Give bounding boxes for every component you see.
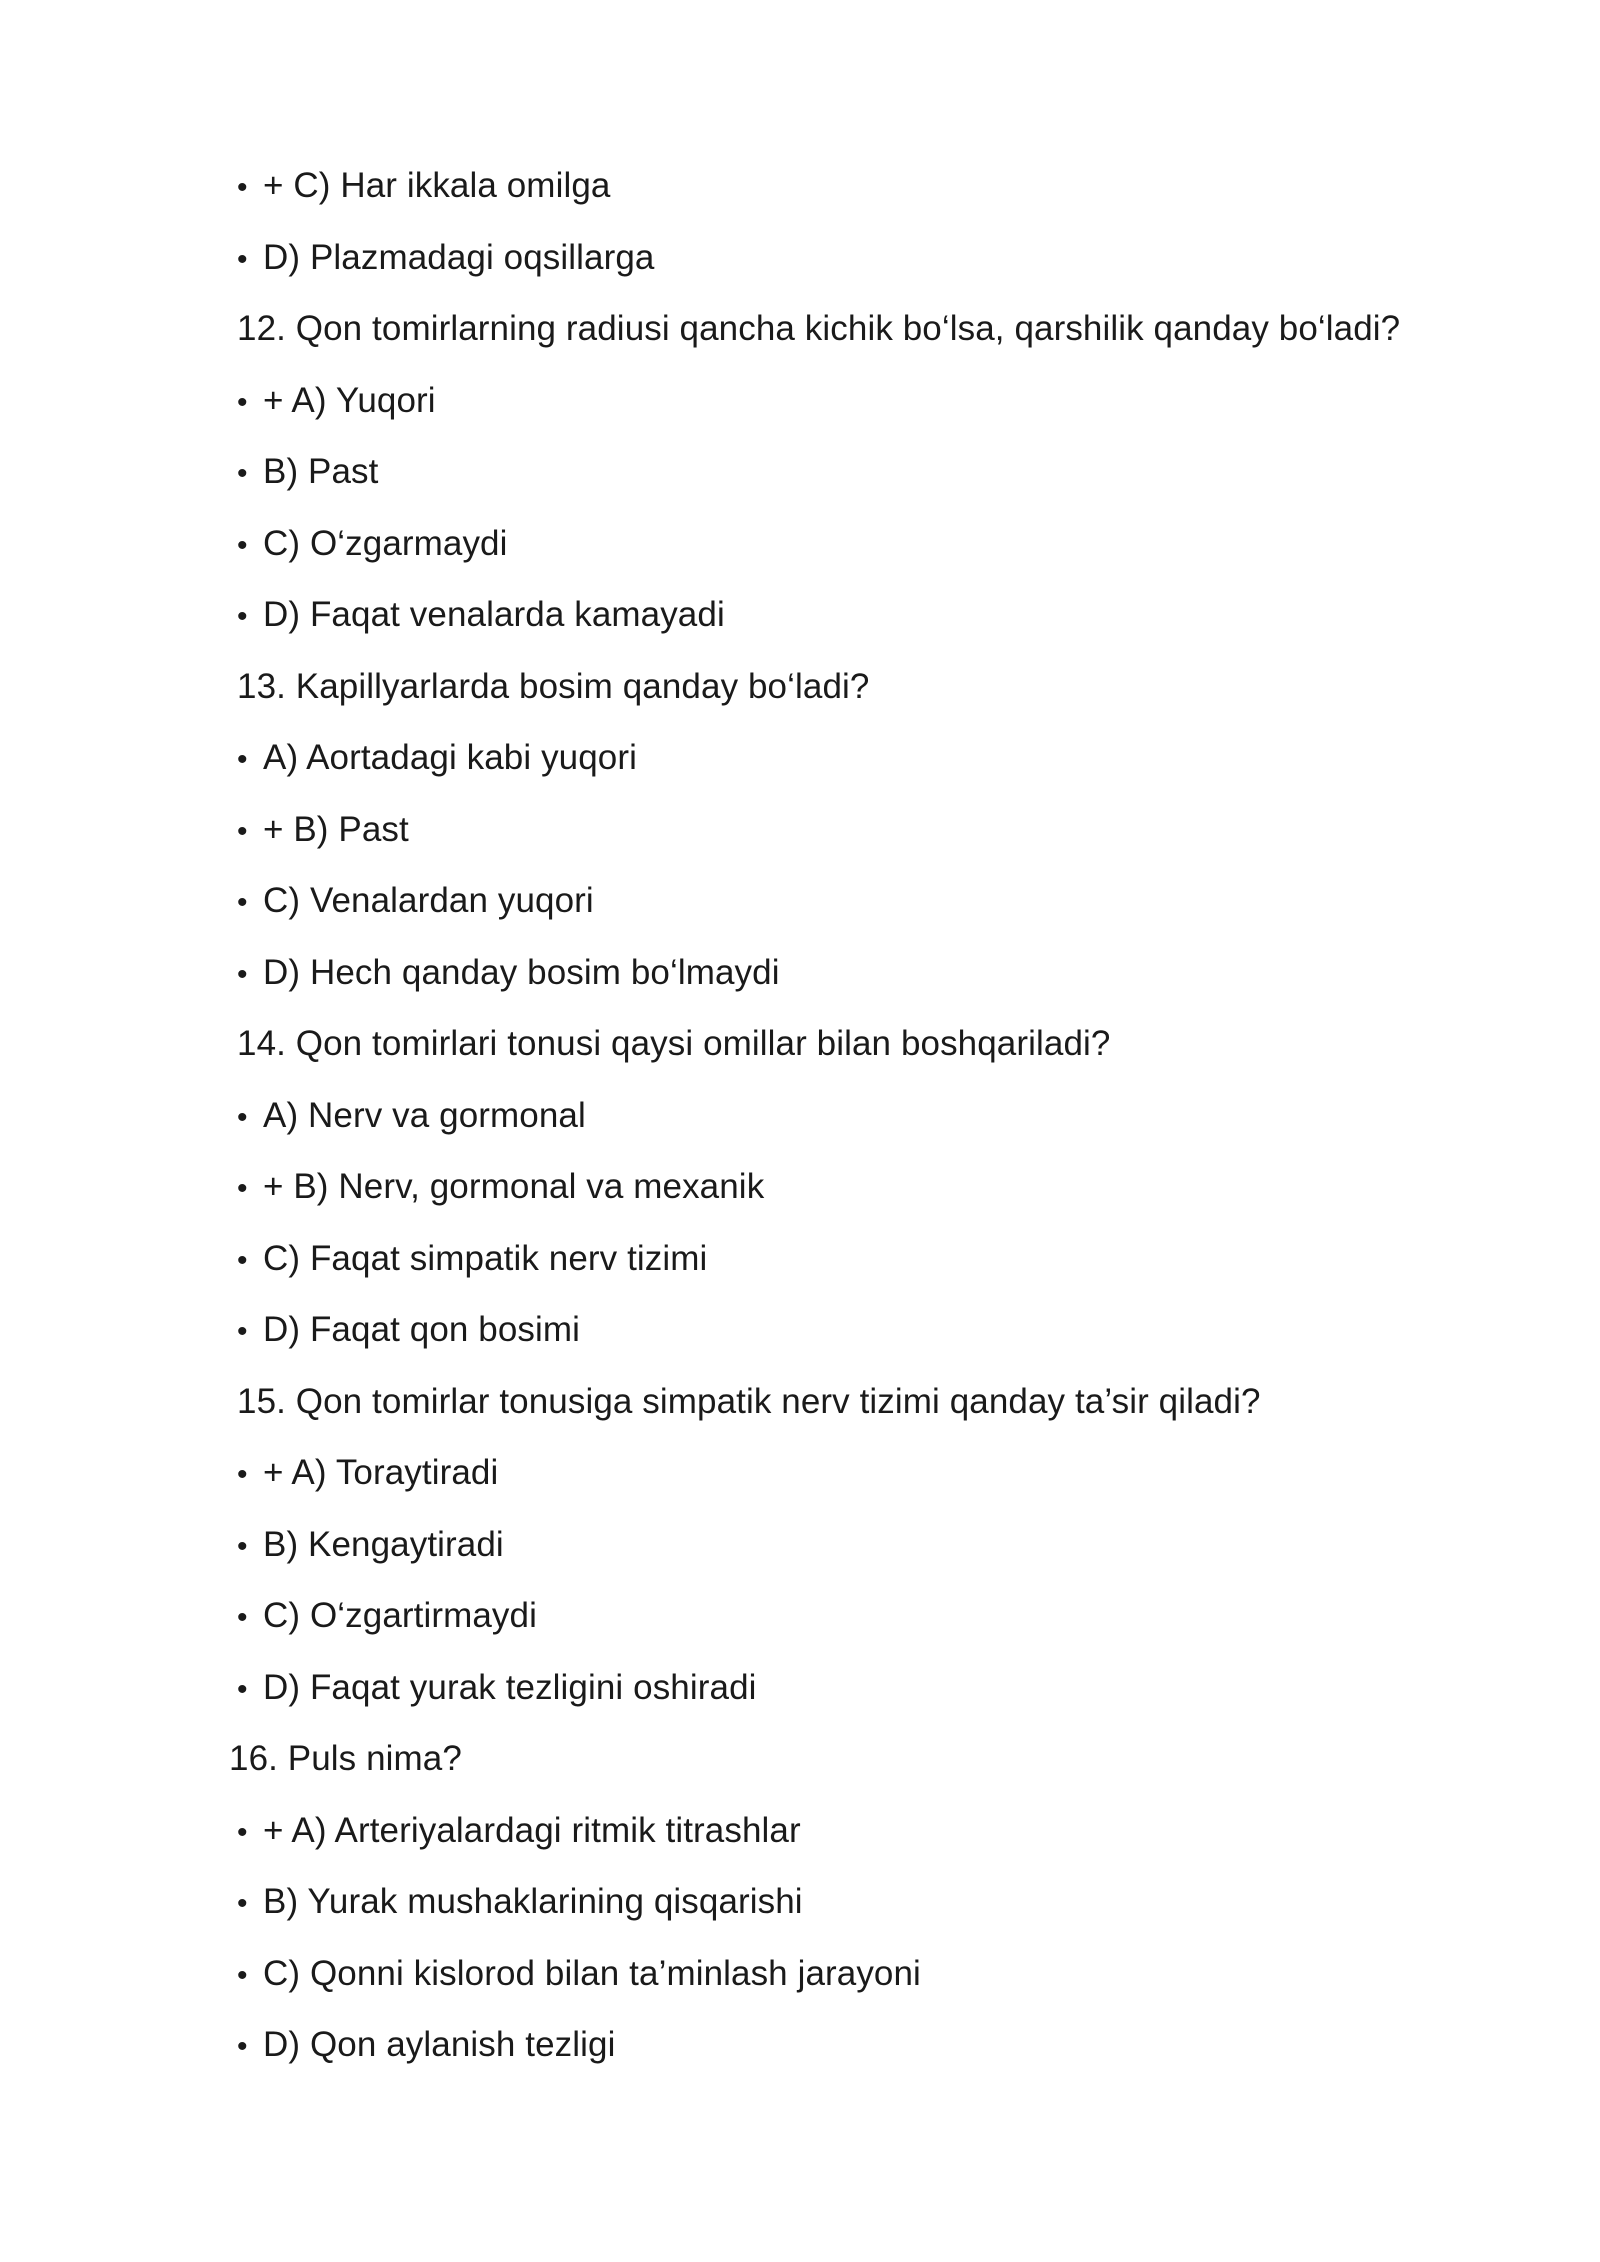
question-13: 13. Kapillyarlarda bosim qanday bo‘ladi? [237, 666, 870, 706]
bullet-icon: • [237, 385, 248, 419]
bullet-icon: • [237, 1958, 248, 1992]
answer-option [0, 794, 1600, 866]
bullet-icon: • [237, 171, 248, 204]
option-text: + A) Yuqori [263, 380, 436, 420]
question-14: 14. Qon tomirlari tonusi qaysi omillar bilan boshqariladi? [237, 1024, 1111, 1063]
answer-option [0, 865, 1600, 937]
answer-option [0, 1294, 1600, 1366]
answer-option [0, 1652, 1600, 1724]
answer-option [0, 1223, 1600, 1295]
option-text: + A) Toraytiradi [263, 1453, 499, 1492]
question-12: 12. Qon tomirlarning radiusi qancha kichik bo‘lsa, qarshilik qanday bo‘ladi? [237, 309, 1401, 348]
answer-option [0, 1580, 1600, 1652]
quiz-content [0, 150, 1600, 2081]
option-text: C) O‘zgarmaydi [263, 523, 508, 563]
bullet-icon: • [237, 957, 248, 991]
option-text: B) Past [263, 452, 379, 491]
answer-option [0, 1080, 1600, 1152]
answer-option [0, 1938, 1600, 2010]
bullet-icon: • [237, 1315, 248, 1348]
answer-option [0, 436, 1600, 508]
bullet-icon: • [237, 2030, 248, 2063]
bullet-icon: • [237, 1529, 248, 1563]
option-text: D) Qon aylanish tezligi [263, 2025, 616, 2064]
option-text: D) Faqat qon bosimi [263, 1310, 581, 1349]
answer-option [0, 1795, 1600, 1867]
option-text: B) Kengaytiradi [263, 1524, 504, 1564]
answer-option [0, 1866, 1600, 1938]
option-text: D) Faqat venalarda kamayadi [263, 595, 725, 634]
option-text: C) Qonni kislorod bilan ta’minlash jarayoni [263, 1953, 921, 1993]
option-text: C) Venalardan yuqori [263, 881, 594, 920]
option-text: D) Plazmadagi oqsillarga [263, 237, 655, 277]
answer-option [0, 508, 1600, 580]
answer-option [0, 365, 1600, 437]
answer-option [0, 2009, 1600, 2081]
bullet-icon: • [237, 814, 248, 848]
option-text: C) Faqat simpatik nerv tizimi [263, 1238, 708, 1278]
option-text: D) Hech qanday bosim bo‘lmaydi [263, 952, 780, 992]
option-text: + C) Har ikkala omilga [263, 166, 611, 205]
question-16: 16. Puls nima? [229, 1739, 462, 1778]
answer-option [0, 1437, 1600, 1509]
bullet-icon: • [237, 743, 248, 776]
option-text: D) Faqat yurak tezligini oshiradi [263, 1667, 757, 1707]
bullet-icon: • [237, 1100, 248, 1134]
option-text: + B) Nerv, gormonal va mexanik [263, 1167, 765, 1206]
bullet-icon: • [237, 600, 248, 633]
answer-option [0, 579, 1600, 651]
answer-option [0, 150, 1600, 222]
option-text: A) Nerv va gormonal [263, 1095, 586, 1135]
bullet-icon: • [237, 457, 248, 490]
answer-option [0, 937, 1600, 1009]
bullet-icon: • [237, 1172, 248, 1205]
bullet-icon: • [237, 242, 248, 276]
option-text: A) Aortadagi kabi yuqori [263, 738, 638, 777]
answer-option [0, 1151, 1600, 1223]
answer-option [0, 222, 1600, 294]
bullet-icon: • [237, 886, 248, 919]
bullet-icon: • [237, 1458, 248, 1491]
answer-option [0, 722, 1600, 794]
bullet-icon: • [237, 1601, 248, 1634]
option-text: C) O‘zgartirmaydi [263, 1596, 537, 1635]
option-text: + B) Past [263, 809, 409, 849]
question-15: 15. Qon tomirlar tonusiga simpatik nerv tizimi qanday ta’sir qiladi? [237, 1381, 1261, 1421]
bullet-icon: • [237, 1887, 248, 1920]
bullet-icon: • [237, 1243, 248, 1277]
bullet-icon: • [237, 1672, 248, 1706]
answer-option [0, 1509, 1600, 1581]
bullet-icon: • [237, 1815, 248, 1849]
option-text: B) Yurak mushaklarining qisqarishi [263, 1882, 803, 1921]
option-text: + A) Arteriyalardagi ritmik titrashlar [263, 1810, 801, 1850]
bullet-icon: • [237, 528, 248, 562]
